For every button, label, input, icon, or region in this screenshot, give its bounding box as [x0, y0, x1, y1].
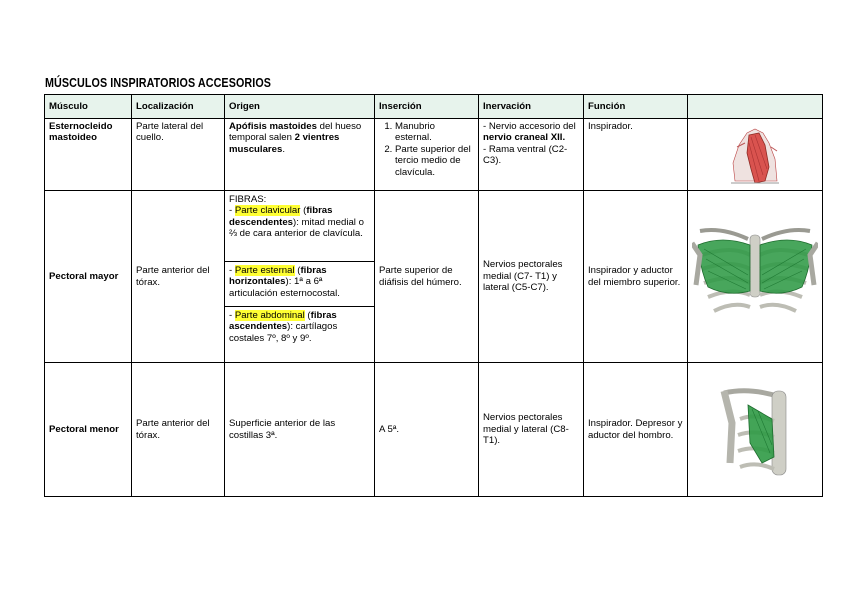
origen-segment-abdominal: - Parte abdominal (fibras ascendentes): cartílagos costales 7º, 8º y 9º.: [229, 310, 338, 344]
table-row: [45, 119, 823, 191]
cell-insercion: A 5ª.: [375, 363, 479, 497]
cell-funcion: Inspirador.: [584, 119, 688, 191]
cell-origen: Superficie anterior de las costillas 3ª.: [225, 363, 375, 497]
origen-segment-clavicular: FIBRAS: - Parte clavicular (fibras descendentes): mitad medial o ⅔ de cara anterior de clavícula.: [225, 191, 374, 262]
cell-inervacion: - Nervio accesorio del nervio craneal XII. - Rama ventral (C2-C3).: [479, 119, 584, 191]
origen-segment-esternal: - Parte esternal (fibras horizontales): 1ª a 6ª articulación esternocostal.: [225, 262, 374, 307]
cell-inervacion: Nervios pectorales medial y lateral (C8-T1).: [479, 363, 584, 497]
cell-musculo: Pectoral mayor: [45, 191, 132, 363]
header-funcion: Función: [584, 95, 688, 119]
page-title: MÚSCULOS INSPIRATORIOS ACCESORIOS: [45, 76, 272, 90]
header-insercion: Inserción: [375, 95, 479, 119]
cell-musculo: Pectoral menor: [45, 363, 132, 497]
neck-muscle-illustration-icon: [725, 123, 785, 187]
cell-image: [688, 363, 823, 497]
cell-funcion: Inspirador. Depresor y aductor del hombro.: [584, 363, 688, 497]
header-image: [688, 95, 823, 119]
cell-funcion: Inspirador y aductor del miembro superior.: [584, 191, 688, 363]
cell-image: [688, 191, 823, 363]
cell-localizacion: Parte anterior del tórax.: [132, 363, 225, 497]
shoulder-pectoralis-minor-icon: [720, 383, 790, 477]
muscles-table: [44, 94, 823, 497]
header-musculo: Músculo: [45, 95, 132, 119]
cell-localizacion: Parte lateral del cuello.: [132, 119, 225, 191]
list-item: 2. Parte superior del tercio medio de clavícula.: [395, 144, 474, 178]
table-header-row: [45, 95, 823, 119]
cell-insercion: [375, 119, 479, 191]
ribcage-pectoralis-major-icon: [692, 225, 818, 329]
cell-musculo: Esternocleido mastoideo: [45, 119, 132, 191]
cell-inervacion: Nervios pectorales medial (C7- T1) y lateral (C5-C7).: [479, 191, 584, 363]
cell-origen: Apófisis mastoides del hueso temporal salen 2 vientres musculares.: [225, 119, 375, 191]
header-origen: Origen: [225, 95, 375, 119]
cell-insercion: Parte superior de diáfisis del húmero.: [375, 191, 479, 363]
cell-localizacion: Parte anterior del tórax.: [132, 191, 225, 363]
cell-origen: [225, 191, 375, 363]
table-row: [45, 191, 823, 363]
header-localizacion: Localización: [132, 95, 225, 119]
header-inervacion: Inervación: [479, 95, 584, 119]
cell-image: [688, 119, 823, 191]
table-row: [45, 363, 823, 497]
list-item: 1. Manubrio esternal.: [395, 121, 474, 144]
